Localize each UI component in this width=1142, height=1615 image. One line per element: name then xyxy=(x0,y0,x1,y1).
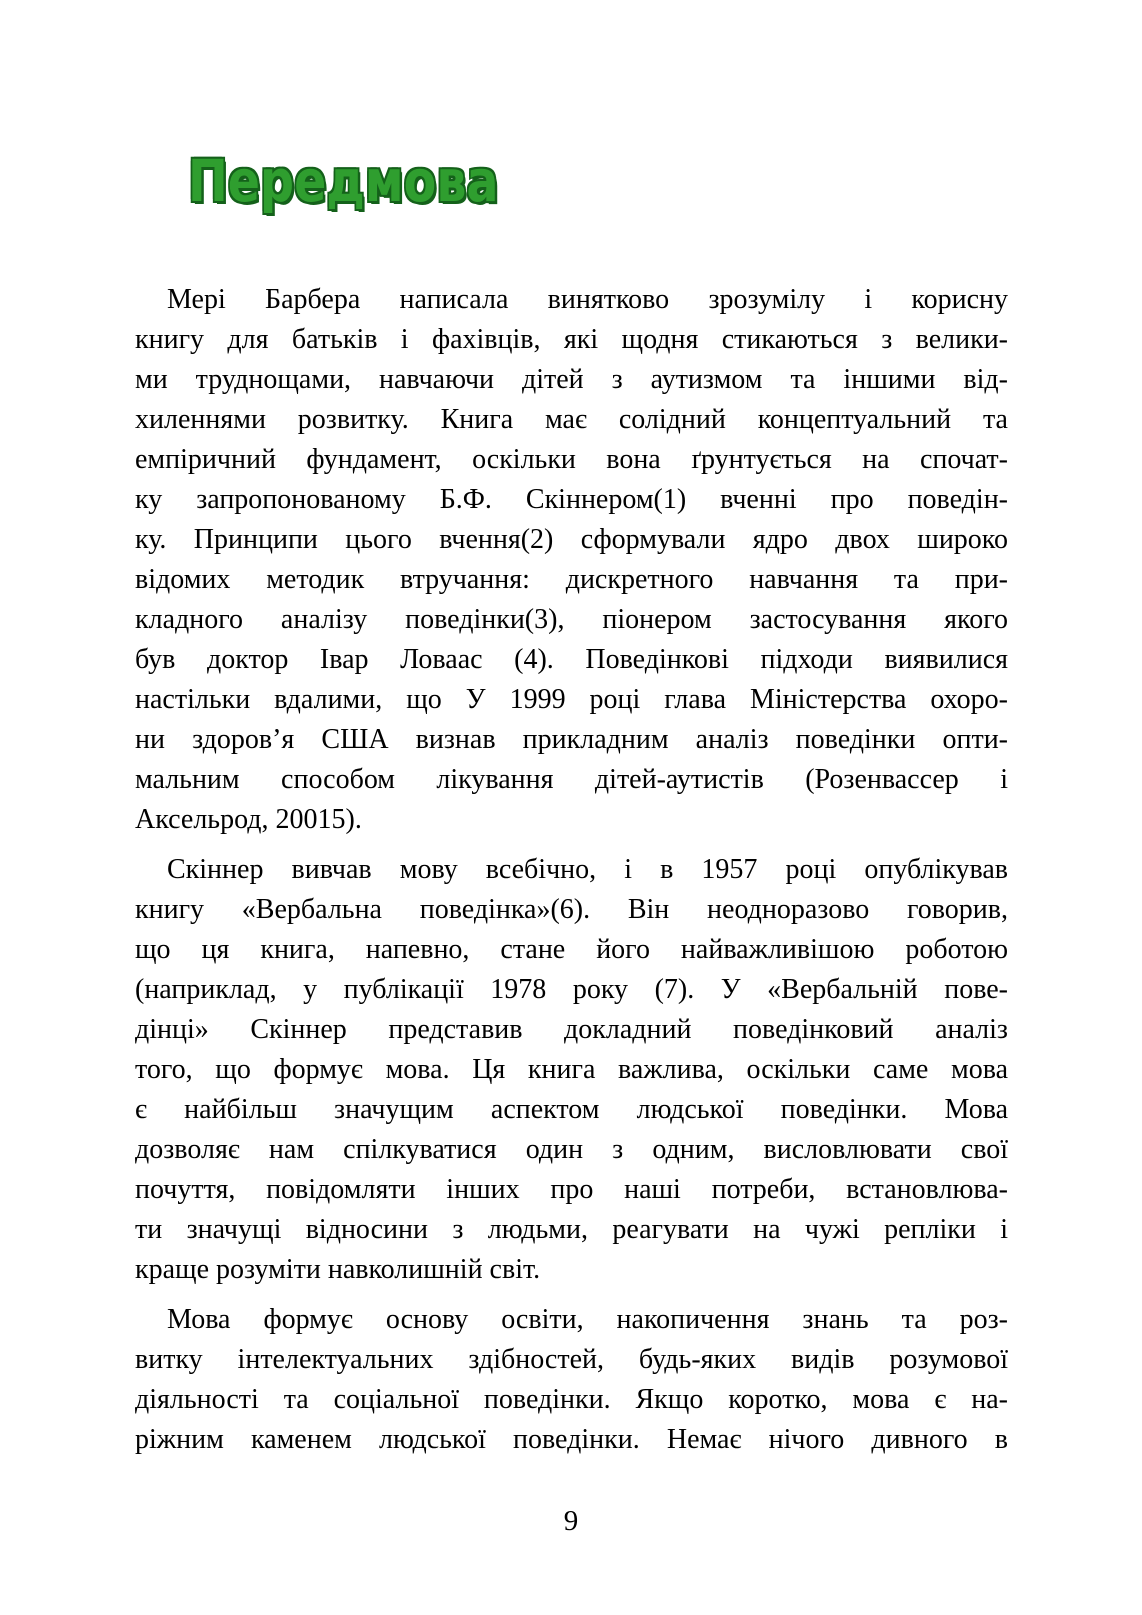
text-line: відомих методик втручання: дискретного навчання та при- xyxy=(135,564,1008,595)
text-line: почуття, повідомляти інших про наші потреби, встановлюва- xyxy=(135,1174,1008,1205)
text-line: кладного аналізу поведінки(3), піонером застосування якого xyxy=(135,604,1008,635)
text-line: є найбільш значущим аспектом людської поведінки. Мова xyxy=(135,1094,1008,1125)
text-line: краще розуміти навколишній світ. xyxy=(135,1254,541,1285)
text-line: дінці» Скіннер представив докладний поведінковий аналіз xyxy=(135,1014,1008,1045)
paragraph xyxy=(135,850,1008,1290)
text-line: Аксельрод, 20015). xyxy=(135,804,362,835)
text-line: мальним способом лікування дітей-аутистів (Розенвассер і xyxy=(135,764,1008,795)
text-line: книгу для батьків і фахівців, які щодня стикаються з велики- xyxy=(135,324,1008,355)
text-line: ріжним каменем людської поведінки. Немає нічого дивного в xyxy=(135,1424,1008,1455)
text-line: був доктор Івар Ловаас (4). Поведінкові підходи виявилися xyxy=(135,644,1008,675)
text-line: ни здоров’я США визнав прикладним аналіз поведінки опти- xyxy=(135,724,1008,755)
paragraph xyxy=(135,280,1008,840)
text-line: (наприклад, у публікації 1978 року (7). У «Вербальній пове- xyxy=(135,974,1008,1005)
text-line: ти значущі відносини з людьми, реагувати на чужі репліки і xyxy=(135,1214,1008,1245)
text-line: настільки вдалими, що У 1999 році глава Міністерства охоро- xyxy=(135,684,1008,715)
text-line: ку. Принципи цього вчення(2) сформували ядро двох широко xyxy=(135,524,1008,555)
text-line: діяльності та соціальної поведінки. Якщо коротко, мова є на- xyxy=(135,1384,1008,1415)
text-line: ми труднощами, навчаючи дітей з аутизмом та іншими від- xyxy=(135,364,1008,395)
text-line: Мова формує основу освіти, накопичення знань та роз- xyxy=(167,1304,1008,1335)
text-line: книгу «Вербальна поведінка»(6). Він неодноразово говорив, xyxy=(135,894,1008,925)
text-line: що ця книга, напевно, стане його найважливішою роботою xyxy=(135,934,1008,965)
text-line: того, що формує мова. Ця книга важлива, оскільки саме мова xyxy=(135,1054,1008,1085)
text-line: ку запропонованому Б.Ф. Скіннером(1) вченні про поведін- xyxy=(135,484,1008,515)
body-text xyxy=(135,280,1008,1470)
text-line: емпіричний фундамент, оскільки вона ґрунтується на спочат- xyxy=(135,444,1008,475)
page-title: Передмова xyxy=(188,147,499,215)
text-line: хиленнями розвитку. Книга має солідний концептуальний та xyxy=(135,404,1008,435)
text-line: Мері Барбера написала винятково зрозумілу і корисну xyxy=(167,284,1008,315)
paragraph xyxy=(135,1300,1008,1460)
text-line: Скіннер вивчав мову всебічно, і в 1957 році опублікував xyxy=(167,854,1008,885)
text-line: витку інтелектуальних здібностей, будь-яких видів розумової xyxy=(135,1344,1008,1375)
page-number: 9 xyxy=(563,1505,579,1537)
text-line: дозволяє нам спілкуватися один з одним, висловлювати свої xyxy=(135,1134,1008,1165)
